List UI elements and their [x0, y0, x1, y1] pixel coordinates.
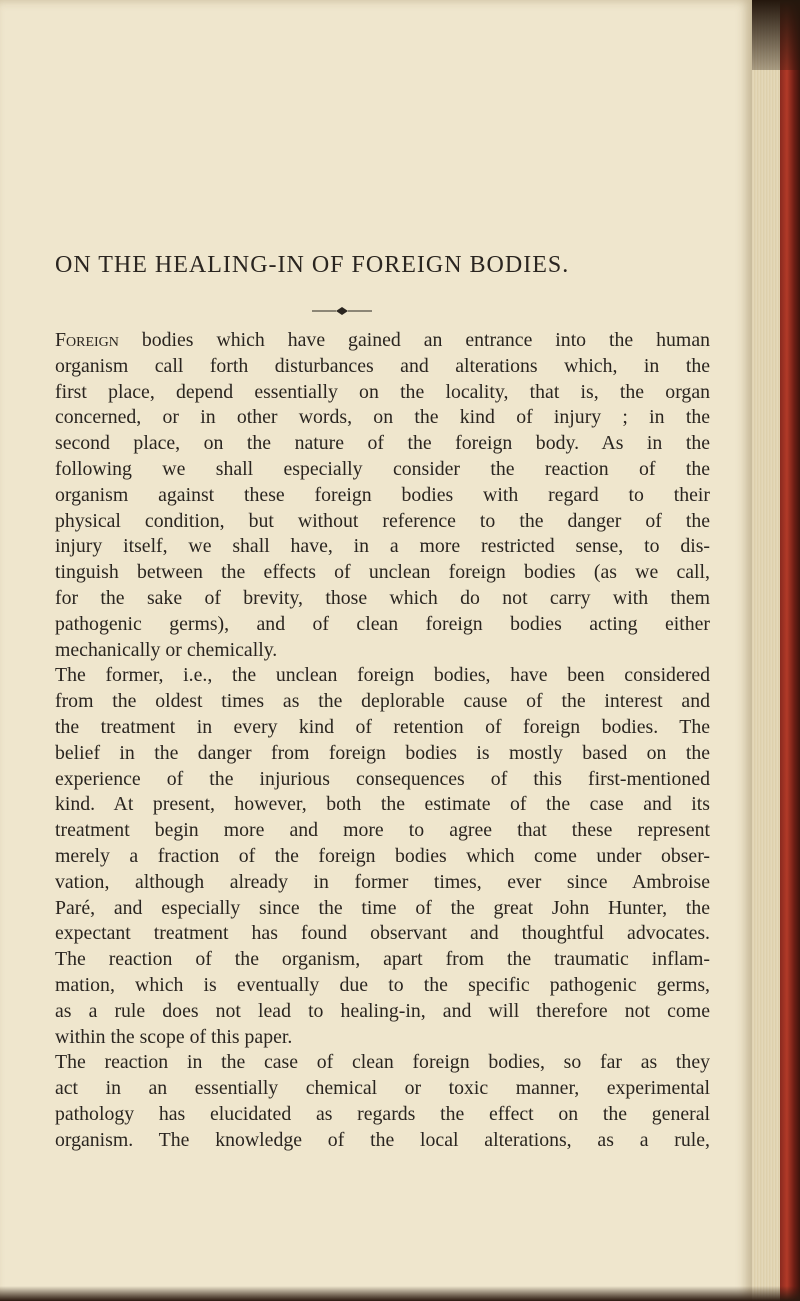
- body-text: [55, 328, 710, 1154]
- text-line: tinguish between the effects of unclean foreign bodies (as we call,: [55, 561, 710, 584]
- text-line: as a rule does not lead to healing-in, and will therefore not come: [55, 999, 710, 1022]
- text-line: kind. At present, however, both the estimate of the case and its: [55, 793, 710, 816]
- text-line: for the sake of brevity, those which do not carry with them: [55, 586, 710, 609]
- text-line: The reaction of the organism, apart from the traumatic inflam-: [55, 948, 710, 971]
- text-line: second place, on the nature of the foreign body. As in the: [55, 432, 710, 455]
- text-line: within the scope of this paper.: [55, 1025, 293, 1048]
- text-line: concerned, or in other words, on the kind of injury ; in the: [55, 406, 710, 429]
- text-line: physical condition, but without reference to the danger of the: [55, 509, 710, 532]
- ornament-divider-icon: [312, 305, 372, 317]
- text-line: act in an essentially chemical or toxic manner, experimental: [55, 1077, 710, 1100]
- text-line: pathogenic germs), and of clean foreign bodies acting either: [55, 612, 710, 635]
- text-line: the treatment in every kind of retention of foreign bodies. The: [55, 715, 710, 738]
- text-line: experience of the injurious consequences of this first-mentioned: [55, 767, 710, 790]
- text-line: The reaction in the case of clean foreign bodies, so far as they: [55, 1051, 710, 1074]
- first-word: Foreign: [55, 329, 119, 351]
- text-line: Paré, and especially since the time of the great John Hunter, the: [55, 896, 710, 919]
- text-line: pathology has elucidated as regards the effect on the general: [55, 1102, 710, 1125]
- text-line: following we shall especially consider the reaction of the: [55, 457, 710, 480]
- text-line: organism call forth disturbances and alterations which, in the: [55, 354, 710, 377]
- text-line: treatment begin more and more to agree that these represent: [55, 819, 710, 842]
- text-line: merely a fraction of the foreign bodies which come under obser-: [55, 844, 710, 867]
- text-line: Foreign bodies which have gained an entrance into the human: [55, 329, 710, 351]
- text-line: first place, depend essentially on the locality, that is, the organ: [55, 380, 710, 403]
- text-line: from the oldest times as the deplorable cause of the interest and: [55, 690, 710, 713]
- text-line: injury itself, we shall have, in a more restricted sense, to dis-: [55, 535, 710, 558]
- text-line: expectant treatment has found observant and thoughtful advocates.: [55, 922, 710, 945]
- text-line: vation, although already in former times, ever since Ambroise: [55, 870, 710, 893]
- chapter-heading: ON THE HEALING-IN OF FOREIGN BODIES.: [55, 252, 570, 278]
- text-line: The former, i.e., the unclean foreign bodies, have been considered: [55, 664, 710, 687]
- text-line: mechanically or chemically.: [55, 638, 278, 661]
- text-line: organism. The knowledge of the local alterations, as a rule,: [55, 1128, 710, 1151]
- spine-shadow: [752, 0, 800, 70]
- bottom-shadow: [0, 1286, 800, 1301]
- text-line: belief in the danger from foreign bodies is mostly based on the: [55, 741, 710, 764]
- text-line: organism against these foreign bodies with regard to their: [55, 483, 710, 506]
- book-spine: [780, 0, 800, 1301]
- text-line: mation, which is eventually due to the specific pathogenic germs,: [55, 973, 710, 996]
